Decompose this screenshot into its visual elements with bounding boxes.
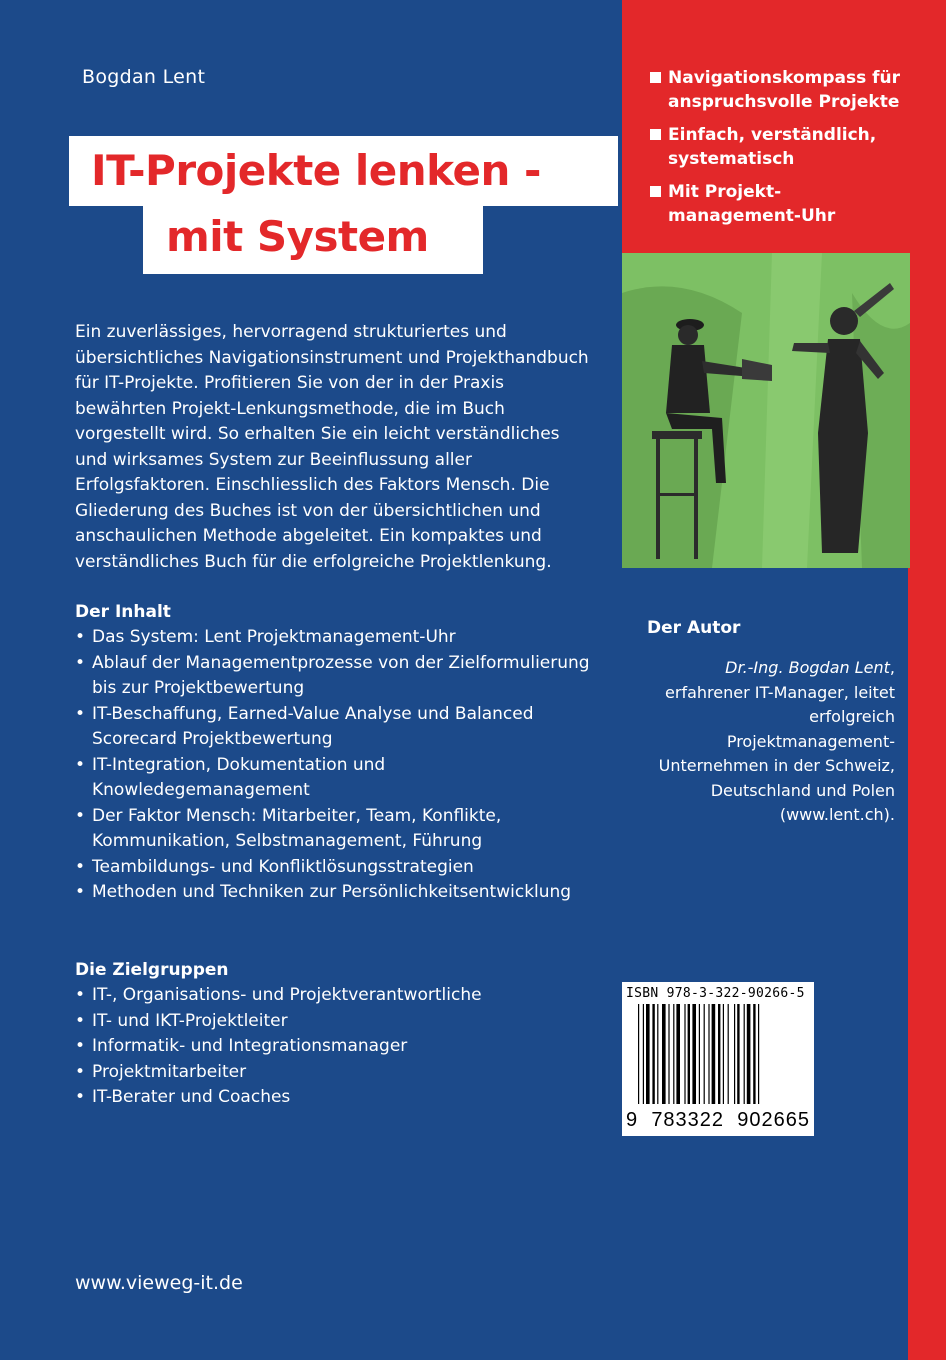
barcode-bars-icon bbox=[638, 1004, 806, 1104]
cover-photo bbox=[622, 253, 910, 568]
list-item: • Informatik- und Integrationsmanager bbox=[75, 1034, 595, 1060]
audience-list bbox=[75, 983, 595, 1111]
isbn-number: ISBN 978-3-322-90266-5 bbox=[626, 986, 805, 1001]
musicians-illustration bbox=[622, 253, 910, 568]
ean-digits-left: 783322 bbox=[651, 1109, 725, 1131]
contents-heading: Der Inhalt bbox=[75, 602, 171, 622]
ean-digits-right: 902665 bbox=[737, 1109, 810, 1131]
audience-heading: Die Zielgruppen bbox=[75, 960, 229, 980]
about-author-bio: Dr.-Ing. Bogdan Lent, erfahrener IT-Manager, leitet erfolgreich Projektmanagement-Unternehmen in der Schweiz, Deutschland und Polen (www.lent.ch). bbox=[658, 658, 895, 824]
list-item: • Das System: Lent Projektmanagement-Uhr bbox=[75, 625, 595, 651]
book-title-line2: mit System bbox=[143, 206, 483, 274]
book-title-line1: IT-Projekte lenken - bbox=[69, 136, 618, 206]
features-list bbox=[650, 66, 910, 237]
list-item: • IT-, Organisations- und Projektverantwortliche bbox=[75, 983, 595, 1009]
list-item: • Teambildungs- und Konfliktlösungsstrategien bbox=[75, 855, 595, 881]
book-description: Ein zuverlässiges, hervorragend strukturiertes und übersichtliches Navigationsinstrument und Projekthandbuch für IT-Projekte. Profitieren Sie von der in der Praxis bewährten Projekt-Lenkungsmethode, die im Buch vorgestellt wird. So erhalten Sie ein leicht verständliches und wirksames System zur Beeinflussung aller Erfolgsfaktoren. Einschliesslich des Faktors Mensch. Die Gliederung des Buches ist von der übersichtlichen und anschaulichen Methode abgeleitet. Ein kompaktes und verständliches Buch für die erfolgreiche Projektlenkung. bbox=[75, 322, 589, 572]
list-item: • IT- und IKT-Projektleiter bbox=[75, 1009, 595, 1035]
list-item: • Der Faktor Mensch: Mitarbeiter, Team, Konflikte, Kommunikation, Selbstmanagement, Führung bbox=[75, 804, 595, 855]
feature-item: Mit Projekt-management-Uhr bbox=[650, 180, 910, 228]
author-full-name: Dr.-Ing. Bogdan Lent bbox=[725, 658, 890, 677]
feature-item: Navigationskompass für anspruchsvolle Projekte bbox=[650, 66, 910, 114]
list-item: • Projektmitarbeiter bbox=[75, 1060, 595, 1086]
publisher-website: www.vieweg-it.de bbox=[75, 1272, 243, 1294]
list-item: • IT-Beschaffung, Earned-Value Analyse und Balanced Scorecard Projektbewertung bbox=[75, 702, 595, 753]
contents-list bbox=[75, 625, 595, 906]
ean-digits bbox=[626, 1109, 810, 1132]
feature-item: Einfach, verständlich, systematisch bbox=[650, 123, 910, 171]
list-item: • IT-Integration, Dokumentation und Knowledegemanagement bbox=[75, 753, 595, 804]
list-item: • IT-Berater und Coaches bbox=[75, 1085, 595, 1111]
author-name: Bogdan Lent bbox=[82, 66, 206, 88]
about-author-heading: Der Autor bbox=[647, 618, 741, 638]
ean-digit-first: 9 bbox=[626, 1109, 639, 1131]
author-bio-text: erfahrener IT-Manager, leitet erfolgreich Projektmanagement-Unternehmen in der Schweiz, Deutschland und Polen (www.lent.ch). bbox=[658, 682, 895, 824]
list-item: • Methoden und Techniken zur Persönlichkeitsentwicklung bbox=[75, 880, 595, 906]
list-item: • Ablauf der Managementprozesse von der Zielformulierung bis zur Projektbewertung bbox=[75, 651, 595, 702]
isbn-barcode bbox=[622, 982, 814, 1136]
